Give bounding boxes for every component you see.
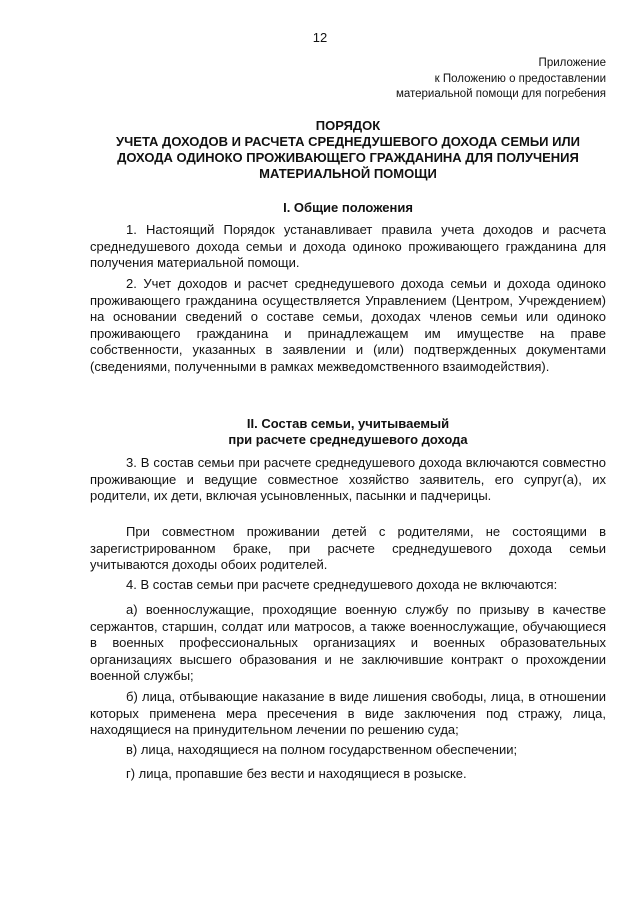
paragraph-3b: При совместном проживании детей с родителями, не состоящими в зарегистрированном браке, при расчете среднедушевого дохода семьи учитываются доходы обоих родителей. [90, 524, 606, 572]
paragraph-4: 4. В состав семьи при расчете среднедушевого дохода не включаются: [126, 577, 558, 592]
appendix-line: материальной помощи для погребения [395, 88, 606, 100]
paragraph-4d: г) лица, пропавшие без вести и находящиеся в розыске. [126, 766, 467, 781]
paragraph-4b: б) лица, отбывающие наказание в виде лишения свободы, лица, в отношении которых применена мера пресечения в виде заключения под стражу, лица, находящиеся на принудительном лечении по решению суда; [90, 689, 606, 737]
section-1-heading: I. Общие положения [283, 200, 413, 215]
appendix-note [396, 56, 606, 103]
title-line: ДОХОДА ОДИНОКО ПРОЖИВАЮЩЕГО ГРАЖДАНИНА ДЛЯ ПОЛУЧЕНИЯ [117, 150, 579, 165]
section-2-heading [90, 416, 606, 448]
section-2-heading-line: при расчете среднедушевого дохода [228, 432, 468, 447]
title-line: МАТЕРИАЛЬНОЙ ПОМОЩИ [259, 166, 437, 181]
appendix-line: к Положению о предоставлении [434, 72, 606, 85]
title-line: УЧЕТА ДОХОДОВ И РАСЧЕТА СРЕДНЕДУШЕВОГО ДОХОДА СЕМЬИ ИЛИ [116, 134, 580, 149]
paragraph-2: 2. Учет доходов и расчет среднедушевого дохода семьи и дохода одиноко проживающего гражданина осуществляется Управлением (Центром, Учреждением) на основании сведений о составе семьи, доходах членов семьи или одиноко проживающего гражданина и принадлежащем им имуществе на праве собственности, указанных в заявлении и (или) подтвержденных документами (сведениями, полученными в рамках межведомственного взаимодействия). [90, 276, 606, 374]
paragraph-3: 3. В состав семьи при расчете среднедушевого дохода включаются совместно проживающие и ведущие совместное хозяйство заявитель, его супруг(а), их родители, их дети, включая усыновленных, пасынки и падчерицы. [90, 455, 606, 503]
title-line: ПОРЯДОК [315, 118, 381, 133]
document-title [90, 118, 606, 182]
section-2-heading-line: II. Состав семьи, учитываемый [246, 416, 450, 431]
page-number: 12 [312, 30, 328, 45]
paragraph-4a: а) военнослужащие, проходящие военную службу по призыву в качестве сержантов, старшин, солдат или матросов, а также военнослужащие, обучающиеся в военных профессиональных организациях и военных образовательных организациях высшего образования и не заключившие контракт о прохождении военной службы; [90, 602, 606, 683]
appendix-line: Приложение [538, 57, 606, 69]
paragraph-1: 1. Настоящий Порядок устанавливает правила учета доходов и расчета среднедушевого дохода семьи и дохода одиноко проживающего гражданина для получения материальной помощи. [90, 222, 606, 270]
paragraph-4c: в) лица, находящиеся на полном государственном обеспечении; [126, 742, 518, 757]
